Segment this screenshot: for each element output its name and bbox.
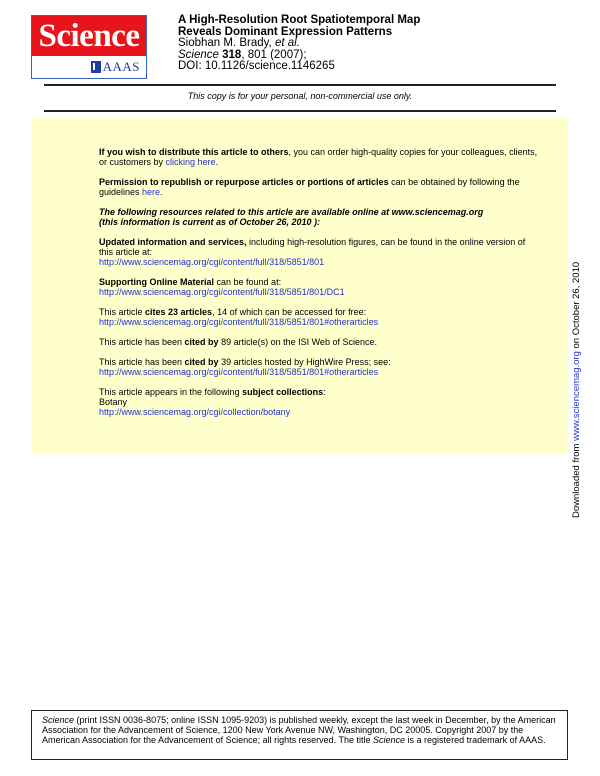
hw-text: 39 articles hosted by HighWire Press; see: bbox=[218, 357, 391, 367]
guidelines-here-link[interactable]: here bbox=[142, 187, 161, 197]
doi: DOI: 10.1126/science.1146265 bbox=[178, 60, 335, 72]
et-al: et al. bbox=[274, 37, 300, 49]
publisher-name: AAAS bbox=[102, 59, 140, 74]
updated-paragraph bbox=[99, 237, 539, 267]
footer-journal-2: Science bbox=[373, 735, 406, 745]
period: . bbox=[160, 187, 163, 197]
footer-journal: Science bbox=[42, 715, 75, 725]
subject-name: Botany bbox=[99, 397, 128, 407]
colon: : bbox=[323, 387, 326, 397]
distribute-heading: If you wish to distribute this article to others bbox=[99, 147, 289, 157]
download-pre: Downloaded from bbox=[571, 440, 582, 518]
collection-link[interactable]: http://www.sciencemag.org/cgi/collection/botany bbox=[99, 407, 291, 417]
resources-line-2: (this information is current as of October 26, 2010 ): bbox=[99, 217, 321, 227]
volume: 318 bbox=[222, 48, 242, 61]
distribute-paragraph bbox=[99, 147, 539, 167]
permission-heading: Permission to republish or repurpose articles or portions of articles bbox=[99, 177, 389, 187]
journal-name: Science bbox=[178, 48, 219, 61]
title-line-2: Reveals Dominant Expression Patterns bbox=[178, 25, 393, 38]
full-text-link[interactable]: http://www.sciencemag.org/cgi/content/full/318/5851/801 bbox=[99, 257, 325, 267]
permission-text: can be obtained by following the guidelines bbox=[99, 177, 520, 197]
download-note bbox=[571, 262, 582, 518]
copy-note: This copy is for your personal, non-commercial use only. bbox=[187, 91, 413, 101]
isi-text: 89 article(s) on the ISI Web of Science. bbox=[218, 337, 377, 347]
footer-text-2: is a registered trademark of AAAS. bbox=[405, 735, 546, 745]
distribute-text: , you can order high-quality copies for your colleagues, clients, or customers by bbox=[99, 147, 538, 167]
aaas-icon bbox=[91, 61, 101, 73]
clicking-here-link[interactable]: clicking here bbox=[165, 157, 216, 167]
top-divider bbox=[44, 84, 556, 86]
logo-brand: Science bbox=[32, 16, 146, 56]
footer-text-1: (print ISSN 0036-8075; online ISSN 1095-9203) is published weekly, except the last week in December, by the American Association for the Advancement of Science, 1200 New York Avenue NW, Washington, DC 20005. Copyright 2007 by the American Association for the Advancement of Science; all rights reserved. The title bbox=[42, 715, 556, 745]
subj-pre: This article appears in the following bbox=[99, 387, 243, 397]
som-text: can be found at: bbox=[214, 277, 282, 287]
subject-paragraph bbox=[99, 387, 539, 417]
logo-publisher bbox=[32, 56, 146, 78]
cites-pre: This article bbox=[99, 307, 146, 317]
cites-count: cites 23 articles bbox=[145, 307, 213, 317]
title-line-1: A High-Resolution Root Spatiotemporal Map bbox=[178, 14, 421, 26]
subj-heading: subject collections bbox=[242, 387, 324, 397]
permission-paragraph bbox=[99, 177, 539, 197]
resources-paragraph bbox=[99, 207, 539, 227]
hw-pre: This article has been bbox=[99, 357, 185, 367]
updated-heading: Updated information and services, bbox=[99, 237, 247, 247]
resources-line-1: The following resources related to this article are available online at www.sciencemag.org bbox=[99, 207, 484, 217]
cites-paragraph bbox=[99, 307, 539, 327]
som-heading: Supporting Online Material bbox=[99, 277, 215, 287]
info-content bbox=[99, 147, 539, 427]
author-name: Siobhan M. Brady, bbox=[178, 37, 272, 49]
highwire-paragraph bbox=[99, 357, 539, 377]
article-header bbox=[178, 15, 420, 73]
isi-paragraph bbox=[99, 337, 539, 347]
som-link[interactable]: http://www.sciencemag.org/cgi/content/full/318/5851/801/DC1 bbox=[99, 287, 345, 297]
second-divider bbox=[44, 110, 556, 112]
sciencemag-link[interactable]: www.sciencemag.org bbox=[571, 351, 582, 441]
isi-pre: This article has been bbox=[99, 337, 185, 347]
cites-text: , 14 of which can be accessed for free: bbox=[212, 307, 367, 317]
pages-year: , 801 (2007); bbox=[241, 48, 307, 61]
hw-cited-by: cited by bbox=[184, 357, 219, 367]
references-link[interactable]: http://www.sciencemag.org/cgi/content/full/318/5851/801#otherarticles bbox=[99, 317, 379, 327]
isi-cited-by: cited by bbox=[184, 337, 219, 347]
period: . bbox=[215, 157, 219, 167]
download-date: on October 26, 2010 bbox=[571, 261, 582, 352]
citing-articles-link[interactable]: http://www.sciencemag.org/cgi/content/full/318/5851/801#otherarticles bbox=[99, 367, 379, 377]
science-logo bbox=[31, 15, 147, 79]
footer-notice bbox=[31, 710, 568, 760]
som-paragraph bbox=[99, 277, 539, 297]
updated-text: including high-resolution figures, can be found in the online version of this article at: bbox=[99, 237, 526, 257]
